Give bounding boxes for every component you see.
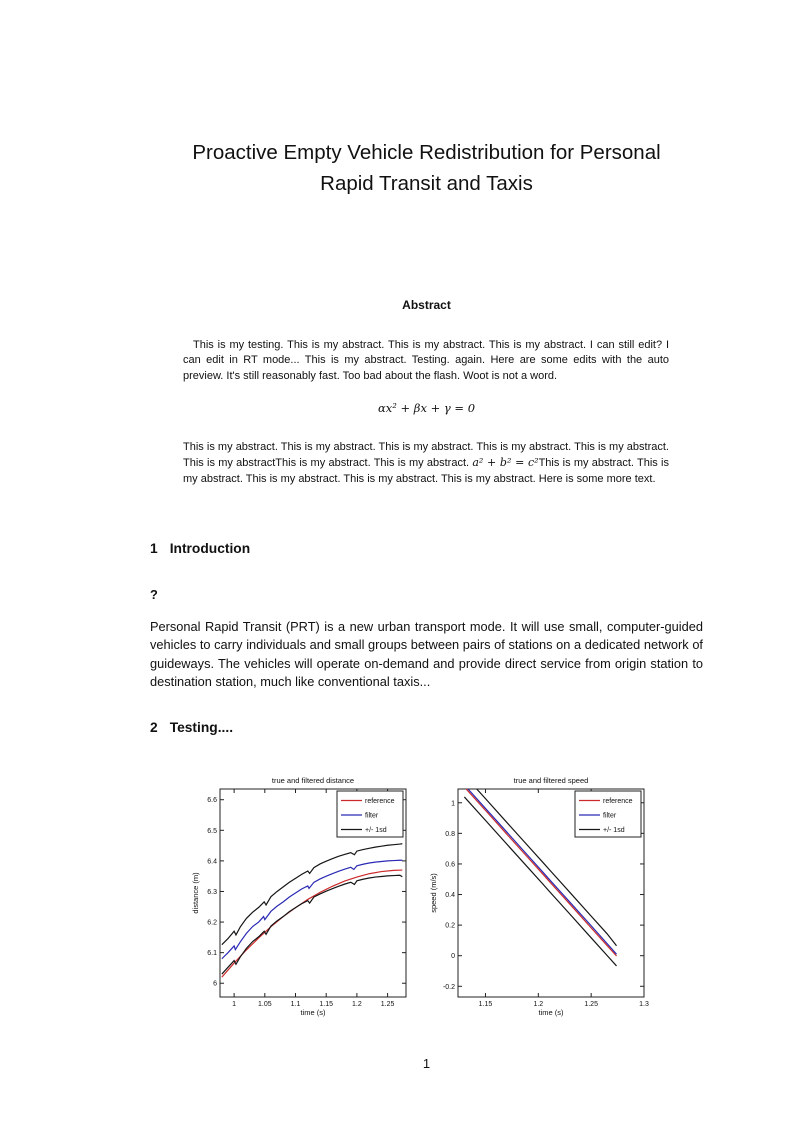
svg-text:6.1: 6.1: [207, 950, 217, 958]
section-number: 2: [150, 720, 158, 735]
svg-text:1.15: 1.15: [478, 1001, 493, 1008]
svg-text:6: 6: [213, 980, 217, 988]
svg-text:0.6: 0.6: [445, 861, 455, 869]
svg-text:-0.2: -0.2: [442, 983, 455, 991]
svg-text:0.2: 0.2: [445, 922, 455, 930]
speed-chart: [428, 773, 664, 1030]
svg-text:filter: filter: [603, 812, 617, 820]
svg-text:6.3: 6.3: [207, 888, 217, 896]
svg-text:6.4: 6.4: [207, 858, 217, 866]
svg-text:6.6: 6.6: [207, 797, 217, 805]
section-heading-testing: [150, 720, 233, 735]
introduction-paragraph: Personal Rapid Transit (PRT) is a new urban transport mode. It will use small, computer-guided vehicles to carry individuals and small groups between pairs of stations on a dedicated network of guideways. The vehicles will operate on-demand and provide direct service from origin station to destination station, much like conventional taxis...: [150, 619, 703, 690]
section-title: Testing....: [169, 720, 234, 735]
paper-title: [150, 138, 703, 199]
abstract-heading: Abstract: [402, 298, 451, 312]
abstract-paragraph-2-text-after: This is my abstract. This is my abstract. This is my abstract. This is my abstract. This is my abstract. Here is some more text.: [183, 457, 669, 485]
figure-row: [0, 773, 794, 1035]
svg-text:distance (m): distance (m): [191, 872, 200, 914]
svg-text:+/- 1sd: +/- 1sd: [365, 827, 387, 834]
svg-text:6.2: 6.2: [207, 919, 217, 927]
svg-text:1: 1: [232, 1001, 237, 1008]
section-title: Introduction: [169, 541, 251, 556]
svg-text:filter: filter: [365, 812, 379, 820]
svg-text:1: 1: [451, 800, 455, 808]
page-number: 1: [422, 1056, 431, 1071]
distance-chart: [190, 773, 426, 1030]
svg-text:1.2: 1.2: [533, 1001, 544, 1008]
svg-text:speed (m/s): speed (m/s): [429, 873, 438, 913]
abstract-paragraph-2-text-before: This is my abstract. This is my abstract. This is my abstract. This is my abstract. This is my abstract. This is my abstractThis is my abstract. This is my abstract.: [183, 441, 669, 470]
abstract-paragraph-2: [183, 440, 669, 487]
svg-text:reference: reference: [603, 798, 633, 805]
svg-text:true and filtered speed: true and filtered speed: [513, 776, 589, 785]
svg-text:1.05: 1.05: [257, 1001, 272, 1008]
svg-text:1.25: 1.25: [584, 1001, 598, 1008]
svg-text:1.2: 1.2: [352, 1001, 362, 1008]
svg-text:0.4: 0.4: [445, 892, 455, 900]
svg-text:+/- 1sd: +/- 1sd: [603, 827, 625, 834]
svg-text:1.15: 1.15: [319, 1001, 334, 1008]
svg-text:1.3: 1.3: [639, 1001, 649, 1008]
paper-title-line-2: Rapid Transit and Taxis: [320, 171, 533, 195]
question-mark-paragraph: ?: [150, 587, 158, 602]
section-number: 1: [150, 541, 158, 556]
svg-text:1.1: 1.1: [290, 1001, 301, 1008]
svg-text:0: 0: [451, 953, 455, 961]
paper-title-line-1: Proactive Empty Vehicle Redistribution for Personal: [192, 141, 661, 164]
svg-text:1.25: 1.25: [380, 1001, 395, 1008]
inline-equation: a² + b² = c²: [472, 456, 539, 470]
svg-text:0.8: 0.8: [445, 830, 455, 838]
svg-text:true and filtered distance: true and filtered distance: [271, 776, 355, 785]
svg-text:reference: reference: [365, 798, 395, 805]
display-equation: αx² + βx + γ = 0: [377, 401, 476, 415]
svg-text:6.5: 6.5: [207, 827, 217, 835]
section-heading-introduction: [150, 541, 250, 556]
abstract-paragraph-1: This is my testing. This is my abstract. This is my abstract. This is my abstract. I can still edit? I can edit in RT mode... This is my abstract. Testing. again. Here are some edits with the auto preview. It's still reasonably fast. Too bad about the flash. Woot is not a word.: [183, 339, 669, 382]
svg-text:time (s): time (s): [300, 1008, 326, 1017]
svg-text:time (s): time (s): [538, 1008, 564, 1017]
